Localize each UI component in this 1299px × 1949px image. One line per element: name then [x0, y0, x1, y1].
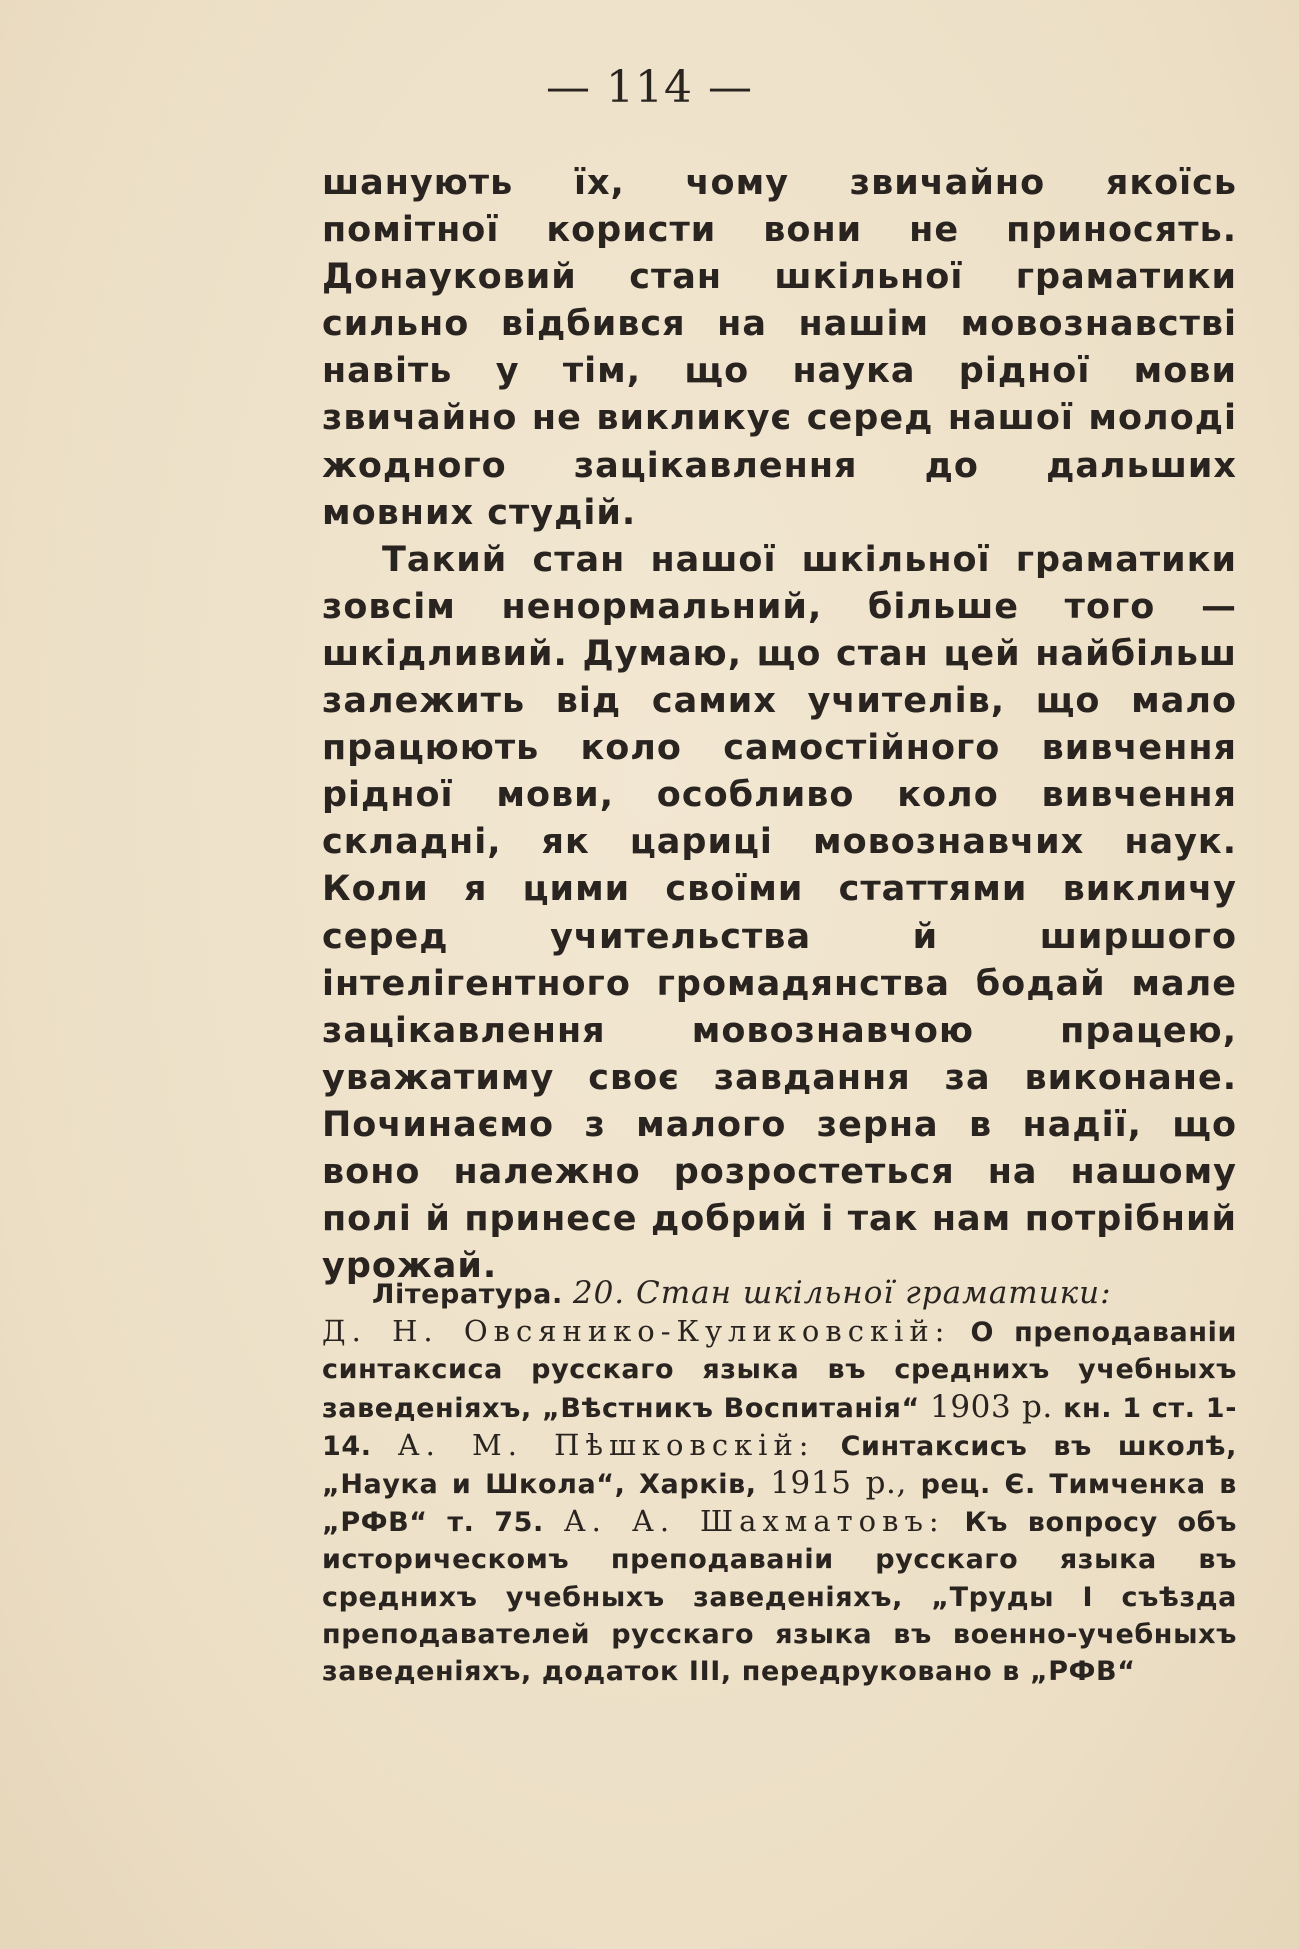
literature-year-2: 1915 р.,: [770, 1465, 907, 1502]
literature-text-1: О преподаваніи синтаксиса русскаго языка въ среднихъ учебныхъ заведеніяхъ, „Вѣстникъ Воспитанія“: [322, 1317, 1237, 1424]
main-text: [322, 160, 1237, 1290]
literature-label: Література.: [372, 1279, 563, 1310]
paragraph-2: Такий стан нашої шкільної граматики зовсім ненормальний, більше того — шкідливий. Думаю, що стан цей найбільш залежить від самих учителів, що мало працюють коло самостійного вивчення рідної мови, особливо коло вивчення складні, як цариці мовознавчих наук. Коли я цими своїми статтями викличу серед учительства й ширшого інтелігентного громадянства бодай мале зацікавлення мовознавчою працею, уважатиму своє завдання за виконане. Починаємо з малого зерна в надії, що воно належно розростеться на нашому полі й принесе добрий і так нам потрібний урожай.: [322, 539, 1237, 1287]
literature-heading: [322, 1275, 1237, 1313]
literature-text-2: Синтаксисъ въ школѣ, „Наука и Школа“, Харків,: [322, 1430, 1237, 1501]
literature-topic: 20. Стан шкільної граматики:: [572, 1275, 1112, 1311]
page-number: — 114 —: [546, 62, 753, 113]
literature-section: [322, 1275, 1237, 1690]
literature-text-1b: кн. 1 ст. 1-14.: [322, 1392, 1237, 1462]
literature-author-3: А. А. Шахматовъ:: [563, 1504, 945, 1539]
literature-year-1: 1903 р.: [930, 1388, 1053, 1425]
literature-text-2b: рец. Є. Тимченка в „РФВ“ т. 75.: [322, 1469, 1237, 1539]
paragraph-1: шанують їх, чому звичайно якоїсь помітної користи вони не приносять. Донауковий стан шкільної граматики сильно відбився на нашім мовознавстві навіть у тім, що наука рідної мови звичайно не викликує серед нашої молоді жодного зацікавлення до дальших мовних студій.: [322, 163, 1237, 533]
literature-author-1: Д. Н. Овсянико-Куликовскій:: [322, 1314, 951, 1349]
literature-author-2: А. М. Пѣшковскій:: [397, 1427, 815, 1462]
literature-text-3: Къ вопросу объ историческомъ преподаваніи русскаго языка въ среднихъ учебныхъ заведеніяхъ, „Труды І съѣзда преподавателей русскаго языка въ военно-учебныхъ заведеніяхъ, додаток ІІІ, передруковано в „РФВ“: [322, 1507, 1238, 1688]
